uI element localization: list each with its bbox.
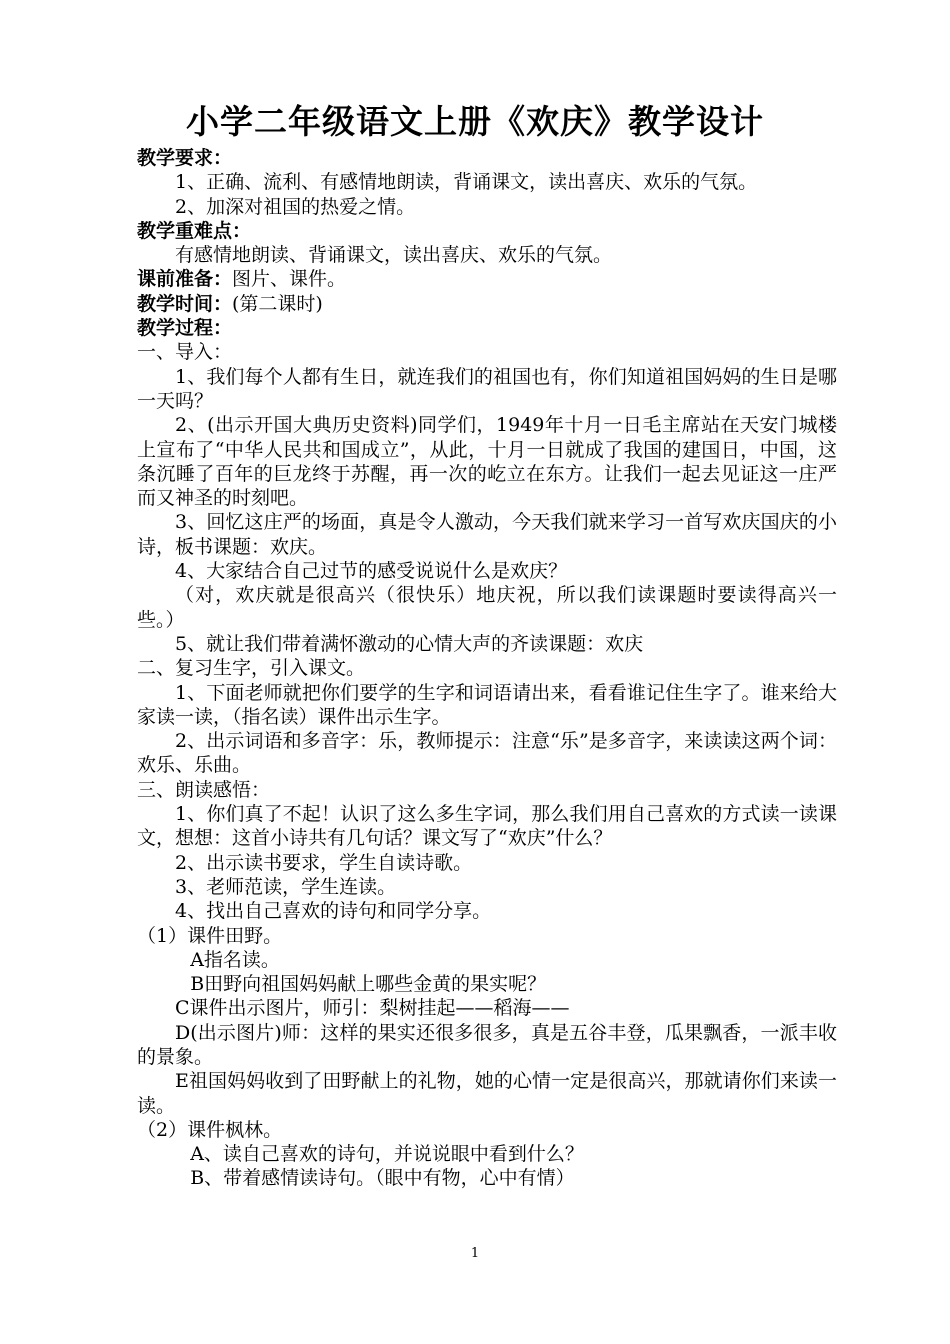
prep-value: 图片、课件。 [232, 268, 347, 291]
section-1-item-4-note: （对，欢庆就是很高兴（很快乐）地庆祝，所以我们读课题时要读得高兴一些。） [137, 584, 837, 631]
part-1-item-d: D(出示图片)师：这样的果实还很多很多，真是五谷丰登，瓜果飘香，一派丰收的景象。 [137, 1021, 837, 1068]
req-item-2: 2、加深对祖国的热爱之情。 [175, 195, 416, 218]
section-3-heading: 三、朗读感悟： [137, 778, 271, 801]
page-number: 1 [470, 1246, 480, 1261]
section-2-heading: 二、复习生字，引入课文。 [137, 657, 366, 680]
section-1-item-1: 1、我们每个人都有生日，就连我们的祖国也有，你们知道祖国妈妈的生日是哪一天吗？ [137, 365, 837, 412]
part-1-item-e: E祖国妈妈收到了田野献上的礼物，她的心情一定是很高兴，那就请你们来读一读。 [137, 1070, 837, 1117]
section-1-item-2: 2、(出示开国大典历史资料)同学们，1949年十月一日毛主席站在天安门城楼上宣布了“中华人民共和国成立”，从此，十月一日就成了我国的建国日，中国，这条沉睡了百年的巨龙终于苏醒，再一次的屹立在东方。让我们一起去见证这一庄严而又神圣的时刻吧。 [137, 414, 837, 510]
document-title: 小学二年级语文上册《欢庆》教学设计 [186, 102, 764, 141]
part-1-heading: （1）课件田野。 [137, 924, 283, 947]
process-heading: 教学过程： [137, 317, 233, 340]
section-1-heading: 一、导入： [137, 341, 233, 364]
prep-heading: 课前准备： [137, 268, 233, 291]
section-1-item-5: 5、就让我们带着满怀激动的心情大声的齐读课题：欢庆 [175, 632, 644, 655]
section-3-item-4: 4、找出自己喜欢的诗句和同学分享。 [175, 900, 492, 923]
section-3-item-2: 2、出示读书要求，学生自读诗歌。 [175, 851, 473, 874]
section-3-item-1: 1、你们真了不起！认识了这么多生字词，那么我们用自己喜欢的方式读一读课文，想想：这首小诗共有几句话？课文写了“欢庆”什么？ [137, 803, 837, 850]
time-line [137, 292, 837, 316]
section-1-item-4: 4、大家结合自己过节的感受说说什么是欢庆？ [175, 560, 568, 583]
document-body [137, 146, 837, 1191]
key-heading: 教学重难点： [137, 219, 252, 242]
part-1-item-c: C课件出示图片，师引：梨树挂起——稻海—— [175, 997, 570, 1020]
section-1-item-3: 3、回忆这庄严的场面，真是令人激动，今天我们就来学习一首写欢庆国庆的小诗，板书课题：欢庆。 [137, 511, 837, 558]
req-heading: 教学要求： [137, 147, 233, 169]
section-2-item-1: 1、下面老师就把你们要学的生字和词语请出来，看看谁记住生字了。谁来给大家读一读，（指名读）课件出示生字。 [137, 681, 837, 728]
time-value: (第二课时) [232, 292, 323, 315]
time-heading: 教学时间： [137, 292, 233, 315]
part-2-item-b: B、带着感情读诗句。（眼中有物，心中有情） [190, 1167, 575, 1190]
part-1-item-a: A指名读。 [190, 948, 280, 971]
part-1-item-b: B田野向祖国妈妈献上哪些金黄的果实呢？ [190, 973, 547, 996]
key-item-1: 有感情地朗读、背诵课文，读出喜庆、欢乐的气氛。 [175, 244, 613, 267]
req-item-1: 1、正确、流利、有感情地朗读，背诵课文，读出喜庆、欢乐的气氛。 [175, 171, 758, 194]
prep-line [137, 267, 837, 291]
section-2-item-2: 2、出示词语和多音字：乐，教师提示：注意“乐”是多音字，来读读这两个词：欢乐、乐曲。 [137, 730, 837, 777]
part-2-heading: （2）课件枫林。 [137, 1118, 283, 1141]
part-2-item-a: A、读自己喜欢的诗句，并说说眼中看到什么？ [190, 1143, 584, 1166]
section-3-item-3: 3、老师范读，学生连读。 [175, 875, 397, 898]
